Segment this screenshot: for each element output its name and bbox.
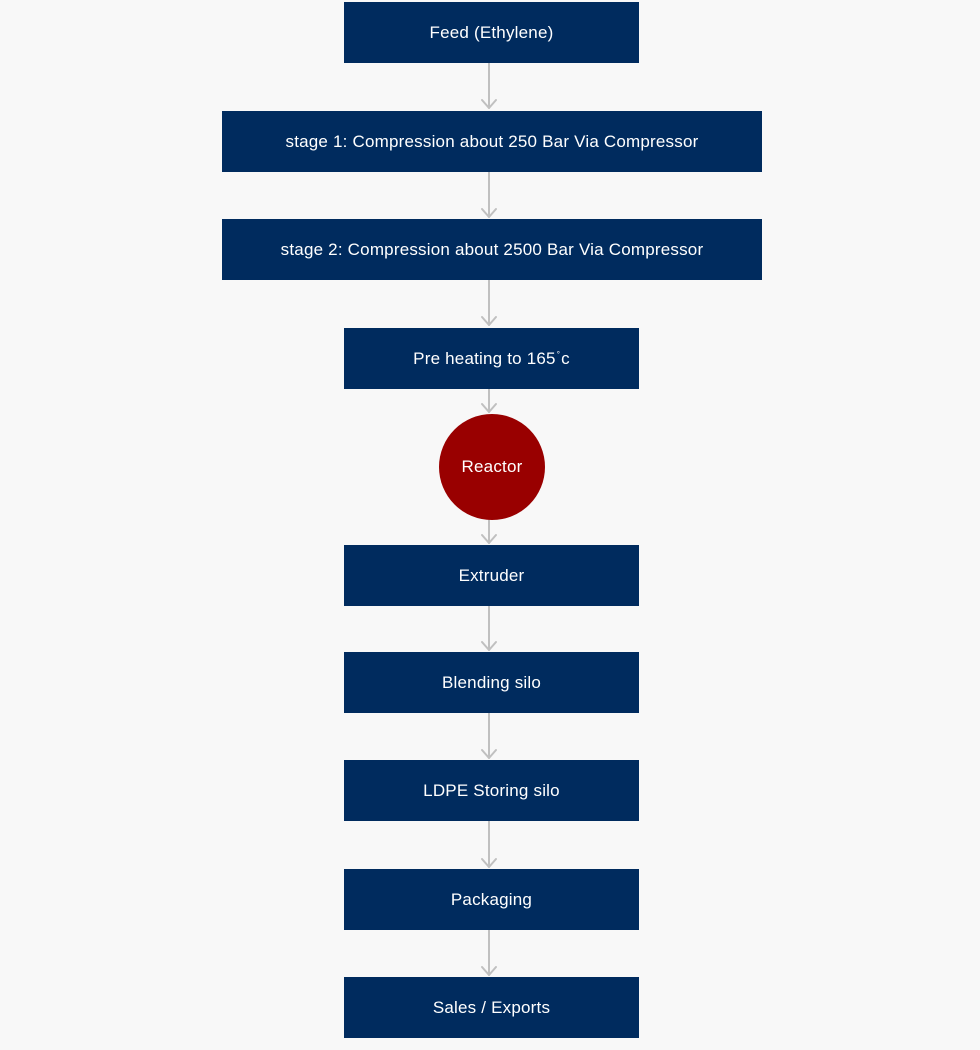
ldpe-storing-silo-label: LDPE Storing silo [423,780,560,800]
arrow-packaging-to-sales [482,930,496,975]
sales-exports-label: Sales / Exports [432,997,551,1017]
stage2-label: stage 2: Compression about 2500 Bar Via Compressor [280,239,704,259]
arrow-blending-to-storing [482,713,496,758]
degree-mark: ° [556,349,561,359]
reactor-node [439,414,545,520]
preheating-label [413,349,570,369]
extruder-label: Extruder [458,565,525,585]
arrow-reactor-to-extruder [482,520,496,543]
extruder-node [344,545,639,606]
stage2-compression-node [222,219,762,280]
arrow-preheat-to-reactor [482,389,496,412]
arrow-feed-to-stage1 [482,63,496,108]
packaging-node [344,869,639,930]
arrow-storing-to-packaging [482,821,496,867]
feed-node [344,2,639,63]
blending-silo-node [344,652,639,713]
stage1-label: stage 1: Compression about 250 Bar Via Compressor [285,131,699,151]
preheating-label-text: Pre heating to 165 [413,348,556,368]
preheating-node [344,328,639,389]
blending-silo-label: Blending silo [442,672,541,692]
sales-exports-node [344,977,639,1038]
stage1-compression-node [222,111,762,172]
feed-label: Feed (Ethylene) [429,22,554,42]
packaging-label: Packaging [450,889,533,909]
preheating-label-unit: c [561,348,570,368]
arrow-stage1-to-stage2 [482,172,496,217]
reactor-label: Reactor [461,457,523,476]
ldpe-storing-silo-node [344,760,639,821]
arrow-extruder-to-blending [482,606,496,650]
arrow-stage2-to-preheat [482,280,496,325]
